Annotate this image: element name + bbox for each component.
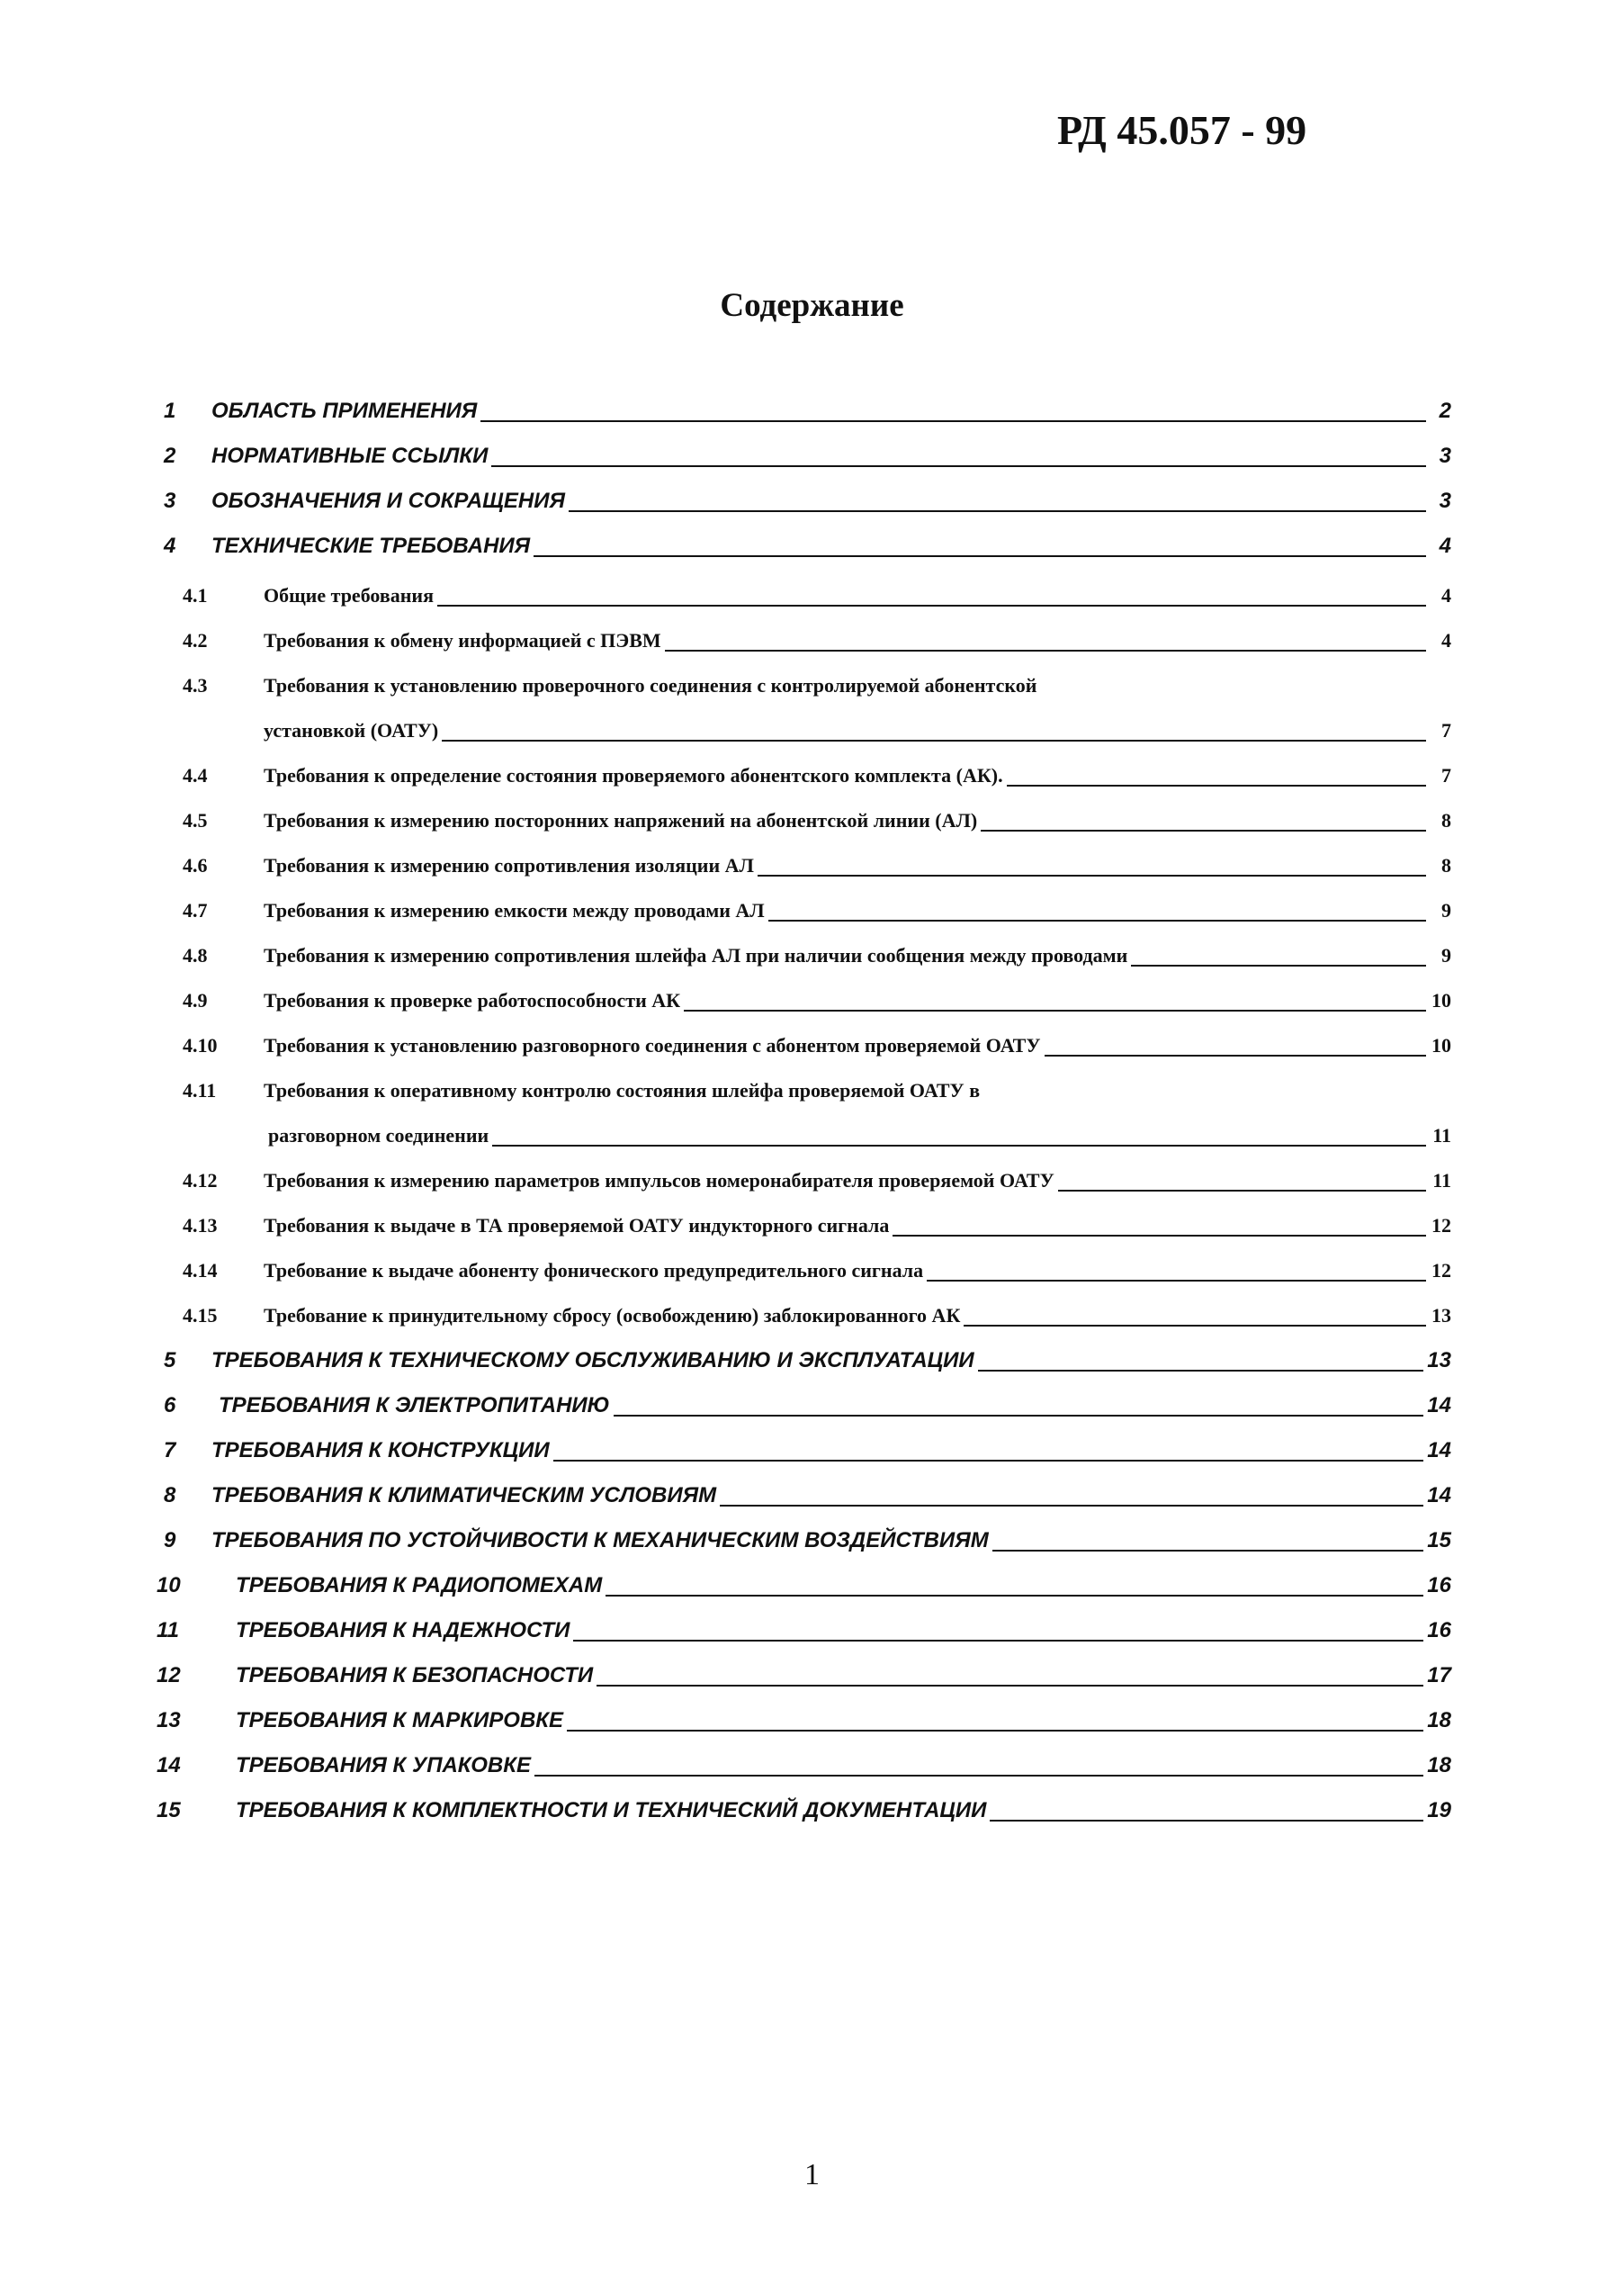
toc-number: 1 [164, 399, 176, 423]
toc-title: Требования к установлению разговорного соединения с абонентом проверяемой ОАТУ [264, 1034, 1041, 1057]
toc-number: 5 [164, 1348, 176, 1372]
toc-entry-13[interactable] [0, 1703, 1624, 1739]
toc-entry-4-12[interactable] [0, 1163, 1624, 1199]
toc-page: 3 [1439, 489, 1451, 513]
toc-entry-4-3[interactable] [0, 668, 1624, 704]
toc-title: ТРЕБОВАНИЯ К КОМПЛЕКТНОСТИ И ТЕХНИЧЕСКИЙ ДОКУМЕНТАЦИИ [236, 1798, 987, 1822]
toc-number: 9 [164, 1528, 176, 1552]
toc-number: 4.12 [183, 1169, 218, 1192]
toc-title: НОРМАТИВНЫЕ ССЫЛКИ [211, 444, 489, 468]
toc-title: Требования к оперативному контролю состояния шлейфа проверяемой ОАТУ в [264, 1079, 981, 1102]
toc-entry-4-7[interactable] [0, 893, 1624, 929]
toc-entry-15[interactable] [0, 1793, 1624, 1829]
leader-line [573, 1640, 1423, 1642]
toc-title: Требования к установлению проверочного соединения с контролируемой абонентской [264, 674, 1037, 697]
toc-page: 7 [1441, 764, 1451, 787]
toc-entry-4[interactable] [0, 528, 1624, 564]
toc-number: 3 [164, 489, 176, 513]
toc-page: 18 [1427, 1753, 1451, 1777]
toc-title: Требования к измерению посторонних напряжений на абонентской линии (АЛ) [264, 809, 978, 832]
leader-line [684, 1010, 1426, 1012]
toc-page: 4 [1439, 534, 1451, 558]
toc-title: Требования к обмену информацией с ПЭВМ [264, 629, 661, 652]
toc-title-continued: установкой (ОАТУ) [264, 719, 439, 742]
toc-entry-5[interactable] [0, 1343, 1624, 1379]
toc-entry-12[interactable] [0, 1658, 1624, 1694]
toc-entry-10[interactable] [0, 1568, 1624, 1604]
toc-page: 11 [1432, 1124, 1451, 1147]
leader-line [990, 1820, 1423, 1822]
toc-number: 10 [157, 1573, 181, 1597]
leader-line [1007, 785, 1426, 787]
leader-line [927, 1280, 1426, 1282]
toc-entry-6[interactable] [0, 1388, 1624, 1424]
leader-line [1045, 1055, 1427, 1057]
toc-title: Требования к определение состояния проверяемого абонентского комплекта (АК). [264, 764, 1003, 787]
toc-number: 4.1 [183, 584, 208, 607]
toc-entry-11[interactable] [0, 1613, 1624, 1649]
page-title: Содержание [720, 287, 904, 324]
toc-title: ТРЕБОВАНИЯ К УПАКОВКЕ [236, 1753, 531, 1777]
toc-number: 6 [164, 1393, 176, 1417]
toc-page: 9 [1441, 899, 1451, 922]
leader-line [981, 830, 1426, 832]
toc-page: 7 [1441, 719, 1451, 742]
toc-entry-9[interactable] [0, 1523, 1624, 1559]
leader-line [992, 1550, 1424, 1552]
leader-line [665, 650, 1426, 652]
toc-entry-4-3-continued[interactable] [0, 713, 1624, 749]
toc-title: ТРЕБОВАНИЯ К РАДИОПОМЕХАМ [236, 1573, 603, 1597]
toc-entry-4-8[interactable] [0, 938, 1624, 974]
toc-entry-4-10[interactable] [0, 1028, 1624, 1064]
toc-page: 16 [1427, 1618, 1451, 1642]
toc-number: 4.9 [183, 989, 208, 1012]
toc-title: ОБЛАСТЬ ПРИМЕНЕНИЯ [211, 399, 478, 423]
toc-number: 14 [157, 1753, 181, 1777]
leader-line [569, 510, 1426, 512]
toc-page: 4 [1441, 584, 1451, 607]
toc-page: 2 [1439, 399, 1451, 423]
toc-page: 14 [1427, 1438, 1451, 1462]
leader-line [492, 1145, 1426, 1147]
toc-title: ТРЕБОВАНИЯ К ТЕХНИЧЕСКОМУ ОБСЛУЖИВАНИЮ И ЭКСПЛУАТАЦИИ [211, 1348, 974, 1372]
toc-entry-3[interactable] [0, 483, 1624, 519]
toc-title: Требования к измерению сопротивления изоляции АЛ [264, 854, 754, 877]
leader-line [614, 1415, 1424, 1417]
leader-line [1058, 1190, 1426, 1192]
toc-page: 13 [1431, 1304, 1451, 1327]
toc-title: ОБОЗНАЧЕНИЯ И СОКРАЩЕНИЯ [211, 489, 565, 513]
toc-entry-4-5[interactable] [0, 803, 1624, 839]
toc-entry-4-6[interactable] [0, 848, 1624, 884]
toc-number: 7 [164, 1438, 176, 1462]
toc-title: Требования к проверке работоспособности АК [264, 989, 681, 1012]
toc-page: 14 [1427, 1483, 1451, 1507]
leader-line [567, 1730, 1423, 1732]
leader-line [964, 1325, 1426, 1327]
toc-title: ТРЕБОВАНИЯ К КОНСТРУКЦИИ [211, 1438, 550, 1462]
toc-page: 17 [1427, 1663, 1451, 1687]
toc-number: 4.6 [183, 854, 208, 877]
toc-number: 13 [157, 1708, 181, 1732]
toc-page: 10 [1431, 989, 1451, 1012]
toc-number: 4.5 [183, 809, 208, 832]
leader-line [480, 420, 1426, 422]
toc-page: 11 [1432, 1169, 1451, 1192]
toc-page: 19 [1427, 1798, 1451, 1822]
toc-title: Общие требования [264, 584, 434, 607]
toc-entry-4-4[interactable] [0, 758, 1624, 794]
toc-number: 12 [157, 1663, 181, 1687]
toc-number: 4.10 [183, 1034, 218, 1057]
toc-page: 12 [1431, 1259, 1451, 1282]
toc-page: 18 [1427, 1708, 1451, 1732]
toc-title: ТРЕБОВАНИЯ К ЭЛЕКТРОПИТАНИЮ [219, 1393, 610, 1417]
toc-page: 12 [1431, 1214, 1451, 1237]
toc-number: 4.14 [183, 1259, 218, 1282]
leader-line [437, 605, 1426, 607]
toc-title: Требования к измерению емкости между проводами АЛ [264, 899, 765, 922]
document-number: РД 45.057 - 99 [1057, 107, 1307, 153]
toc-number: 4.8 [183, 944, 208, 967]
leader-line [893, 1235, 1426, 1237]
toc-entry-4-2[interactable] [0, 623, 1624, 659]
toc-page: 15 [1427, 1528, 1451, 1552]
toc-page: 8 [1441, 854, 1451, 877]
leader-line [534, 1775, 1423, 1777]
toc-number: 4.13 [183, 1214, 218, 1237]
toc-entry-8[interactable] [0, 1478, 1624, 1514]
leader-line [491, 465, 1426, 467]
toc-page: 10 [1431, 1034, 1451, 1057]
leader-line [978, 1370, 1424, 1372]
toc-entry-4-13[interactable] [0, 1208, 1624, 1244]
toc-entry-4-9[interactable] [0, 983, 1624, 1019]
toc-number: 4.3 [183, 674, 208, 697]
leader-line [553, 1460, 1424, 1462]
leader-line [1131, 965, 1426, 967]
toc-title: ТРЕБОВАНИЯ К НАДЕЖНОСТИ [236, 1618, 570, 1642]
toc-title-continued: разговорном соединении [268, 1124, 489, 1147]
toc-number: 4.11 [183, 1079, 217, 1102]
toc-title: ТРЕБОВАНИЯ К БЕЗОПАСНОСТИ [236, 1663, 594, 1687]
toc-title: Требование к принудительному сбросу (освобождению) заблокированного АК [264, 1304, 961, 1327]
leader-line [768, 920, 1426, 922]
toc-entry-14[interactable] [0, 1748, 1624, 1784]
toc-number: 2 [164, 444, 176, 468]
toc-page: 13 [1427, 1348, 1451, 1372]
toc-title: ТРЕБОВАНИЯ К КЛИМАТИЧЕСКИМ УСЛОВИЯМ [211, 1483, 717, 1507]
leader-line [534, 555, 1426, 557]
toc-page: 9 [1441, 944, 1451, 967]
toc-title: Требование к выдаче абоненту фонического предупредительного сигнала [264, 1259, 924, 1282]
toc-entry-4-15[interactable] [0, 1298, 1624, 1334]
toc-number: 11 [157, 1618, 179, 1642]
toc-title: ТРЕБОВАНИЯ ПО УСТОЙЧИВОСТИ К МЕХАНИЧЕСКИМ ВОЗДЕЙСТВИЯМ [211, 1528, 989, 1552]
toc-entry-4-1[interactable] [0, 578, 1624, 614]
leader-line [720, 1505, 1423, 1507]
leader-line [442, 740, 1426, 742]
toc-title: Требования к измерению параметров импульсов номеронабирателя проверяемой ОАТУ [264, 1169, 1054, 1192]
toc-title: Требования к измерению сопротивления шлейфа АЛ при наличии сообщения между проводами [264, 944, 1128, 967]
toc-page: 16 [1427, 1573, 1451, 1597]
toc-page: 14 [1427, 1393, 1451, 1417]
toc-page: 3 [1439, 444, 1451, 468]
leader-line [606, 1595, 1423, 1597]
leader-line [597, 1685, 1423, 1687]
toc-page: 4 [1441, 629, 1451, 652]
toc-title: Требования к выдаче в ТА проверяемой ОАТУ индукторного сигнала [264, 1214, 890, 1237]
toc-number: 15 [157, 1798, 181, 1822]
toc-entry-2[interactable] [0, 438, 1624, 474]
toc-entry-1[interactable] [0, 393, 1624, 429]
toc-page: 8 [1441, 809, 1451, 832]
leader-line [758, 875, 1426, 877]
toc-number: 8 [164, 1483, 176, 1507]
toc-number: 4 [164, 534, 176, 558]
toc-number: 4.7 [183, 899, 208, 922]
toc-number: 4.2 [183, 629, 208, 652]
toc-title: ТРЕБОВАНИЯ К МАРКИРОВКЕ [236, 1708, 564, 1732]
toc-entry-4-11[interactable] [0, 1073, 1624, 1109]
toc-number: 4.15 [183, 1304, 218, 1327]
toc-entry-4-14[interactable] [0, 1253, 1624, 1289]
toc-entry-4-11-continued[interactable] [0, 1118, 1624, 1154]
toc-number: 4.4 [183, 764, 208, 787]
toc-title: ТЕХНИЧЕСКИЕ ТРЕБОВАНИЯ [211, 534, 531, 558]
toc-entry-7[interactable] [0, 1433, 1624, 1469]
page-number: 1 [804, 2158, 820, 2191]
